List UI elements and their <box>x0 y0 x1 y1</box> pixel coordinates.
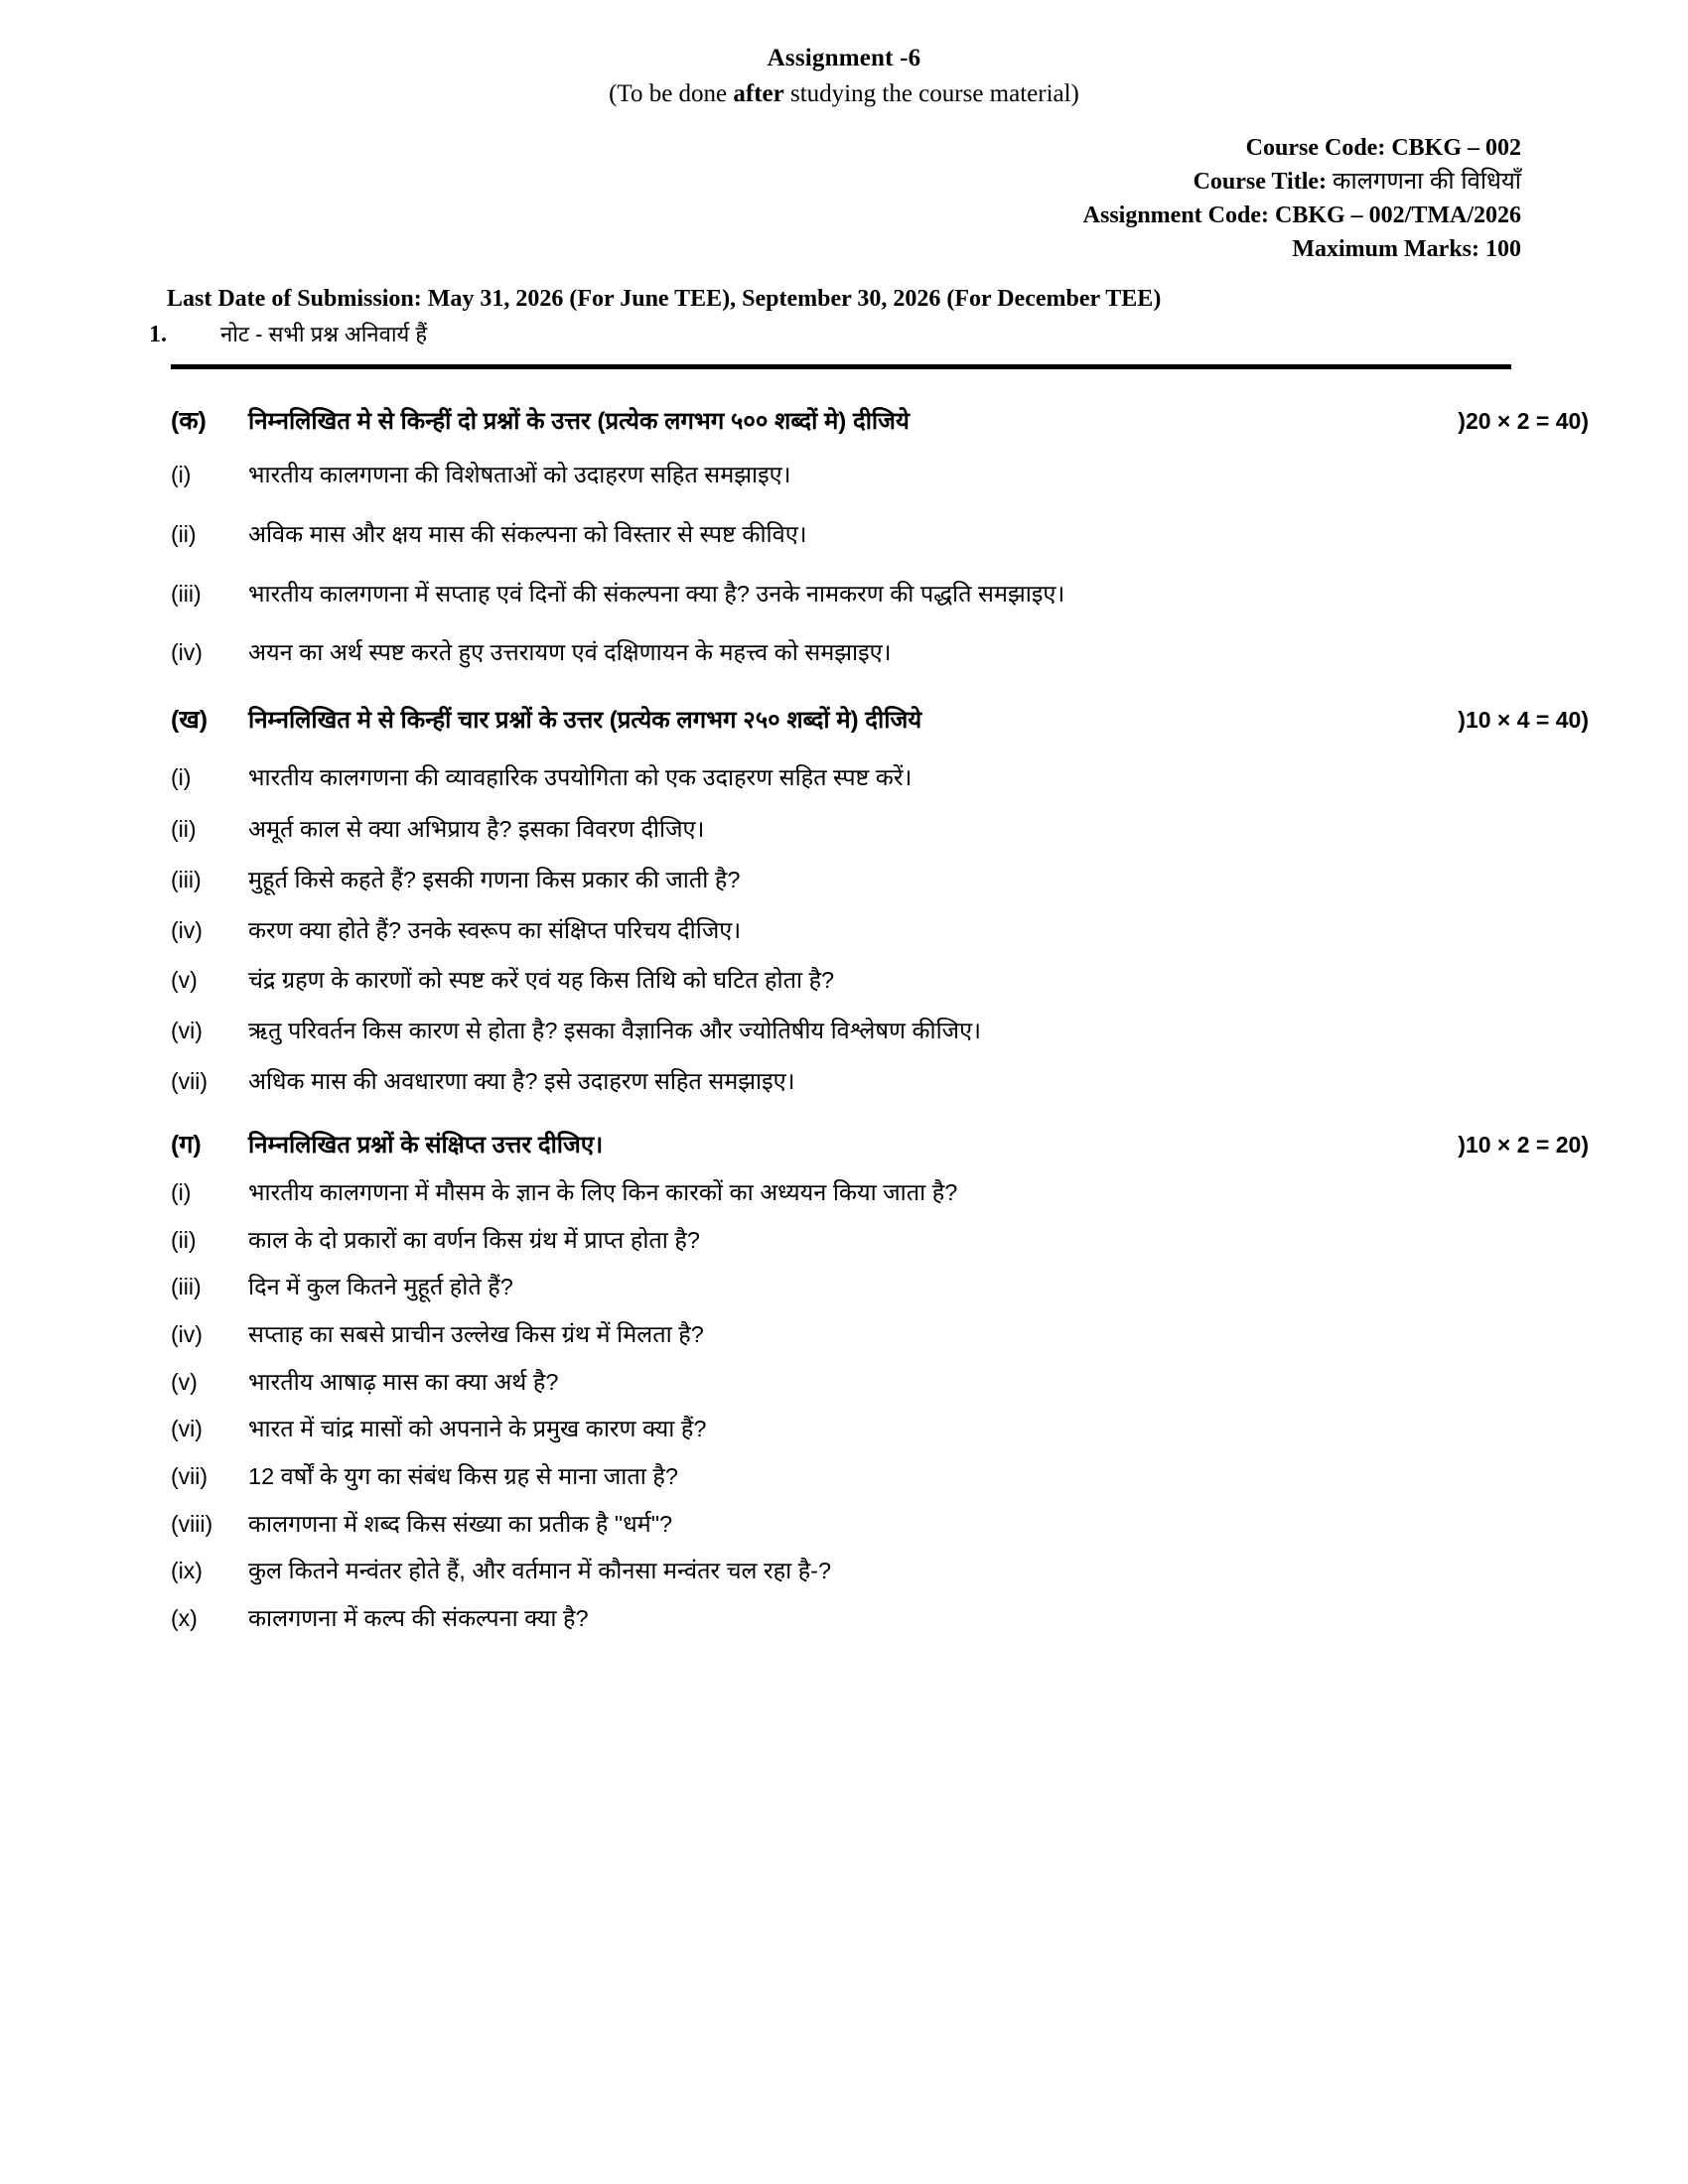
question-number: (iii) <box>171 866 202 892</box>
question-text: भारतीय कालगणना की व्यावहारिक उपयोगिता को एक उदाहरण सहित स्पष्ट करें। <box>248 763 913 790</box>
question-item <box>171 759 1589 796</box>
question-text: कालगणना में कल्प की संकल्पना क्या है? <box>248 1604 589 1631</box>
question-item <box>171 516 1589 554</box>
question-number: (v) <box>171 1368 198 1395</box>
question-item <box>171 811 1589 848</box>
question-number: (vii) <box>171 1463 209 1490</box>
question-number: (iii) <box>171 1274 202 1300</box>
subtitle-part-after: studying the course material) <box>783 79 1079 107</box>
question-item <box>171 1222 1589 1259</box>
section-kha-title: निम्नलिखित मे से किन्हीं चार प्रश्नों के उत्तर (प्रत्येक लगभग २५० शब्दों मे) दीजिये <box>248 706 922 734</box>
question-number: (viii) <box>171 1510 213 1537</box>
question-item <box>171 1458 1589 1495</box>
question-text: करण क्या होते हैं? उनके स्वरूप का संक्षिप्त परिचय दीजिए। <box>248 916 742 943</box>
question-text: चंद्र ग्रहण के कारणों को स्पष्ट करें एवं यह किस तिथि को घटित होता है? <box>248 967 835 994</box>
question-number: (ii) <box>171 816 197 843</box>
question-text: कुल कितने मन्वंतर होते हैं, और वर्तमान में कौनसा मन्वंतर चल रहा है-? <box>248 1558 832 1584</box>
question-number: (ii) <box>171 1226 197 1253</box>
question-text: कालगणना में शब्द किस संख्या का प्रतीक है "धर्म"? <box>248 1510 673 1537</box>
question-item <box>171 576 1589 614</box>
question-number: (ix) <box>171 1558 203 1584</box>
course-meta-block <box>0 131 1688 266</box>
section-ga-title: निम्नलिखित प्रश्नों के संक्षिप्त उत्तर दीजिए। <box>248 1132 604 1160</box>
note-text: नोट - सभी प्रश्न अनिवार्य हैं <box>220 322 428 347</box>
section-ka-label: (क) <box>171 407 207 436</box>
question-number: (ii) <box>171 520 197 547</box>
question-item <box>171 962 1589 999</box>
question-item <box>171 634 1589 672</box>
question-number: (vii) <box>171 1067 209 1094</box>
question-number: (i) <box>171 462 192 488</box>
assignment-title: Assignment -6 <box>767 45 921 71</box>
question-item <box>171 1600 1589 1637</box>
question-number: (x) <box>171 1604 198 1631</box>
question-number: (iv) <box>171 916 203 943</box>
question-item <box>171 457 1589 494</box>
section-kha <box>171 702 1589 1099</box>
question-item <box>171 1316 1589 1353</box>
question-text: भारतीय कालगणना की विशेषताओं को उदाहरण सहित समझाइए। <box>248 462 791 488</box>
question-item <box>171 862 1589 898</box>
section-ga-question-list <box>171 1174 1589 1636</box>
section-ga-marks: )10 × 2 = 20) <box>1458 1132 1589 1159</box>
question-number: (iii) <box>171 580 202 607</box>
question-item <box>171 1553 1589 1589</box>
section-ka-question-list <box>171 457 1589 671</box>
assignment-subtitle <box>0 79 1688 110</box>
question-number: (v) <box>171 967 198 994</box>
question-item <box>171 912 1589 949</box>
course-title-label: Course Title: <box>1193 169 1334 196</box>
course-code-row: Course Code: CBKG – 002 <box>1245 135 1521 161</box>
subtitle-part-before: (To be done <box>609 79 734 107</box>
question-text: अविक मास और क्षय मास की संकल्पना को विस्तार से स्पष्ट कीविए। <box>248 520 807 547</box>
course-title-row <box>0 165 1521 199</box>
section-kha-marks: )10 × 4 = 40) <box>1458 706 1589 733</box>
questions-body <box>0 403 1688 1636</box>
section-kha-header <box>171 702 1589 736</box>
question-number: (vi) <box>171 1416 203 1442</box>
question-text: सप्ताह का सबसे प्राचीन उल्लेख किस ग्रंथ में मिलता है? <box>248 1321 704 1348</box>
section-kha-question-list <box>171 759 1589 1099</box>
question-number: (i) <box>171 1179 192 1206</box>
question-number: (i) <box>171 763 192 790</box>
question-text: भारतीय कालगणना में मौसम के ज्ञान के लिए किन कारकों का अध्ययन किया जाता है? <box>248 1179 958 1206</box>
question-text: काल के दो प्रकारों का वर्णन किस ग्रंथ में प्राप्त होता है? <box>248 1226 700 1253</box>
question-number: (vi) <box>171 1017 203 1043</box>
question-number: (iv) <box>171 639 203 666</box>
question-item <box>171 1506 1589 1543</box>
section-ga-label: (ग) <box>171 1131 202 1160</box>
maximum-marks-row: Maximum Marks: 100 <box>1292 236 1521 263</box>
section-ka <box>171 403 1589 671</box>
last-date-of-submission: Last Date of Submission: May 31, 2026 (For June TEE), September 30, 2026 (For December TEE) <box>167 286 1162 313</box>
question-text: दिन में कुल कितने मुहूर्त होते हैं? <box>248 1274 513 1300</box>
section-kha-label: (ख) <box>171 705 209 734</box>
header-divider <box>171 364 1511 369</box>
question-text: मुहूर्त किसे कहते हैं? इसकी गणना किस प्रकार की जाती है? <box>248 866 741 892</box>
note-row <box>0 319 1688 348</box>
question-text: भारतीय कालगणना में सप्ताह एवं दिनों की संकल्पना क्या है? उनके नामकरण की पद्धति समझाइए। <box>248 580 1065 607</box>
question-text: भारतीय आषाढ़ मास का क्या अर्थ है? <box>248 1368 559 1395</box>
question-text: अधिक मास की अवधारणा क्या है? इसे उदाहरण सहित समझाइए। <box>248 1067 795 1094</box>
question-item <box>171 1411 1589 1447</box>
subtitle-emphasis: after <box>733 79 784 107</box>
section-ka-marks: )20 × 2 = 40) <box>1458 408 1589 435</box>
question-text: अमूर्त काल से क्या अभिप्राय है? इसका विवरण दीजिए। <box>248 816 705 843</box>
question-text: 12 वर्षों के युग का संबंध किस ग्रह से माना जाता है? <box>248 1463 678 1490</box>
assignment-code-row: Assignment Code: CBKG – 002/TMA/2026 <box>1082 203 1521 229</box>
question-text: ऋतु परिवर्तन किस कारण से होता है? इसका वैज्ञानिक और ज्योतिषीय विश्लेषण कीजिए। <box>248 1017 982 1043</box>
question-item <box>171 1063 1589 1100</box>
note-number: 1. <box>149 322 167 348</box>
question-number: (iv) <box>171 1321 203 1348</box>
document-header <box>0 44 1688 109</box>
section-ka-title: निम्नलिखित मे से किन्हीं दो प्रश्नों के उत्तर (प्रत्येक लगभग ५०० शब्दों मे) दीजिये <box>248 408 910 436</box>
section-ka-header <box>171 403 1589 437</box>
question-text: भारत में चांद्र मासों को अपनाने के प्रमुख कारण क्या हैं? <box>248 1416 707 1442</box>
question-item <box>171 1174 1589 1211</box>
question-item <box>171 1013 1589 1049</box>
section-ga-header <box>171 1127 1589 1160</box>
section-ga <box>171 1127 1589 1636</box>
question-item <box>171 1364 1589 1401</box>
course-title-value: कालगणना की विधियाँ <box>1333 168 1521 196</box>
question-item <box>171 1269 1589 1305</box>
question-text: अयन का अर्थ स्पष्ट करते हुए उत्तरायण एवं दक्षिणायन के महत्त्व को समझाइए। <box>248 639 892 666</box>
